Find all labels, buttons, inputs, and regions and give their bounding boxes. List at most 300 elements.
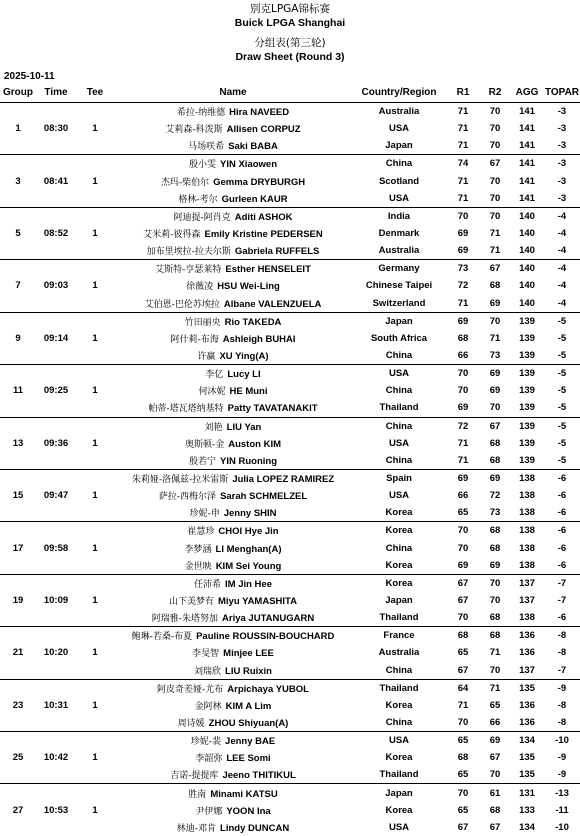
tee-number: 1 — [76, 732, 114, 784]
to-par: -6 — [557, 490, 567, 502]
to-par: -4 — [557, 280, 567, 292]
draw-date: 2025-10-11 — [4, 71, 55, 82]
subtitle-english: Draw Sheet (Round 3) — [235, 51, 345, 63]
player-name-chinese: 金阿林 — [194, 701, 222, 712]
player-name-english: Sarah SCHMELZEL — [220, 491, 308, 503]
col-header-r1: R1 — [446, 83, 480, 103]
to-par: -6 — [557, 542, 567, 554]
player-name-english: Jeeno THITIKUL — [222, 770, 296, 782]
to-par: -9 — [544, 679, 580, 697]
player-row — [0, 522, 580, 540]
player-name-english: Minjee LEE — [223, 648, 274, 660]
player-name-chinese: 帕蒂-塔瓦塔纳基特 — [148, 404, 224, 415]
tee-number: 1 — [76, 469, 114, 521]
round1-score: 66 — [457, 490, 469, 502]
to-par: -7 — [544, 574, 580, 592]
player-row — [0, 155, 580, 173]
player-name-english: ZHOU Shiyuan(A) — [208, 717, 289, 729]
to-par: -7 — [557, 664, 567, 676]
round1-score: 70 — [446, 522, 480, 540]
player-name — [114, 557, 352, 575]
tee-time: 10:20 — [36, 627, 76, 679]
round1-score: 64 — [446, 679, 480, 697]
player-name-english: Arpichaya YUBOL — [227, 683, 309, 695]
round1-score: 67 — [457, 664, 469, 676]
title-english: Buick LPGA Shanghai — [234, 17, 346, 29]
player-country: Japan — [352, 312, 446, 330]
player-country: China — [385, 385, 413, 397]
player-name-chinese: 艾斯特-亨瑟莱特 — [155, 265, 222, 276]
aggregate-score: 139 — [519, 385, 535, 397]
aggregate-score: 140 — [519, 245, 535, 257]
player-row — [0, 574, 580, 592]
player-name-chinese: 阿皮奇差娅-尤布 — [157, 684, 224, 695]
to-par: -5 — [544, 312, 580, 330]
player-name-english: Esther HENSELEIT — [225, 264, 311, 276]
tee-time: 10:09 — [36, 574, 76, 626]
tee-number: 1 — [76, 679, 114, 731]
player-name-chinese: 崔慧珍 — [187, 527, 215, 538]
player-name-chinese: 珍妮-申 — [189, 509, 220, 520]
player-name — [114, 173, 352, 190]
round1-score: 68 — [457, 332, 469, 344]
round1-score: 69 — [457, 559, 469, 571]
player-country: USA — [352, 732, 446, 750]
to-par: -6 — [557, 559, 567, 571]
player-name-chinese: 徐薇凌 — [186, 282, 214, 293]
round1-score: 69 — [457, 228, 469, 240]
player-name-chinese: 许赢 — [197, 352, 216, 363]
tee-time: 08:52 — [36, 207, 76, 259]
round1-score: 71 — [457, 175, 469, 187]
tee-time: 10:42 — [36, 732, 76, 784]
to-par: -11 — [555, 804, 569, 816]
round1-score: 65 — [457, 647, 469, 659]
aggregate-score: 139 — [519, 350, 535, 362]
round1-score: 71 — [457, 192, 469, 204]
round2-score: 70 — [480, 103, 510, 121]
to-par: -6 — [544, 469, 580, 487]
player-name — [114, 225, 352, 242]
to-par: -9 — [557, 769, 567, 781]
player-name-chinese: 李亿 — [205, 370, 224, 381]
player-name — [114, 137, 352, 155]
aggregate-score: 135 — [510, 679, 544, 697]
player-country: Australia — [352, 103, 446, 121]
player-country: Thailand — [379, 769, 419, 781]
player-country: India — [352, 207, 446, 225]
to-par: -4 — [557, 228, 567, 240]
round2-score: 70 — [489, 402, 501, 414]
player-name — [114, 120, 352, 137]
tee-number: 1 — [76, 627, 114, 679]
player-name-chinese: 山下美梦有 — [168, 597, 214, 607]
to-par: -3 — [544, 103, 580, 121]
player-name-english: Lindy DUNCAN — [220, 822, 290, 834]
player-country: Korea — [352, 574, 446, 592]
group-number: 3 — [0, 155, 36, 207]
tee-number: 1 — [76, 784, 114, 836]
to-par: -4 — [557, 245, 567, 257]
player-name-english: Julia LOPEZ RAMIREZ — [232, 474, 335, 486]
player-name-english: Pauline ROUSSIN-BOUCHARD — [196, 631, 335, 643]
player-name-english: Ariya JUTANUGARN — [222, 613, 315, 625]
round1-score: 66 — [457, 350, 469, 362]
col-header-tee: Tee — [76, 83, 114, 103]
to-par: -3 — [557, 123, 567, 135]
player-name-chinese: 格林-考尔 — [178, 194, 218, 205]
player-name-english: LIU Ruixin — [225, 665, 272, 677]
to-par: -3 — [557, 140, 567, 152]
tee-time: 09:47 — [36, 469, 76, 521]
to-par: -9 — [557, 752, 567, 764]
aggregate-score: 137 — [519, 595, 535, 606]
player-name — [114, 802, 352, 819]
group-number: 21 — [0, 627, 36, 679]
player-row — [0, 732, 580, 750]
player-name — [114, 155, 352, 173]
player-name-chinese: 殷若宁 — [188, 456, 216, 467]
to-par: -4 — [544, 260, 580, 278]
aggregate-score: 136 — [519, 647, 535, 659]
player-name — [114, 190, 352, 208]
player-name-english: Jenny BAE — [225, 736, 276, 748]
player-name-english: Emily Kristine PEDERSEN — [204, 229, 323, 241]
player-name-english: KIM Sei Young — [215, 560, 282, 572]
to-par: -10 — [555, 821, 569, 833]
to-par: -5 — [557, 332, 567, 344]
round2-score: 67 — [489, 821, 501, 833]
player-country: France — [352, 627, 446, 645]
round2-score: 61 — [480, 784, 510, 802]
player-name-english: IM Jin Hee — [225, 578, 272, 590]
round2-score: 71 — [489, 228, 501, 240]
to-par: -6 — [557, 612, 567, 624]
player-name-chinese: 加布里埃拉-拉夫尔斯 — [146, 247, 231, 258]
aggregate-score: 141 — [519, 140, 535, 152]
player-name — [114, 312, 352, 330]
player-name-english: LIU Yan — [226, 421, 262, 433]
group-number: 27 — [0, 784, 36, 836]
player-name-english: Rio TAKEDA — [224, 316, 282, 328]
to-par: -5 — [557, 454, 567, 466]
player-country: Japan — [385, 140, 413, 152]
player-name-chinese: 周诗媛 — [177, 718, 205, 729]
player-name — [114, 277, 352, 294]
player-name-chinese: 奥斯顿-金 — [184, 439, 225, 450]
draw-sheet-table — [0, 83, 580, 836]
player-country: Korea — [352, 522, 446, 540]
group-number: 15 — [0, 469, 36, 521]
aggregate-score: 140 — [519, 297, 535, 309]
tee-number: 1 — [76, 207, 114, 259]
player-country: Korea — [385, 699, 413, 711]
col-header-time: Time — [36, 83, 76, 103]
player-row — [0, 103, 580, 121]
round1-score: 70 — [457, 385, 469, 397]
player-name — [114, 487, 352, 504]
player-name — [114, 103, 352, 121]
group-number: 9 — [0, 312, 36, 364]
player-name-chinese: 杰玛-柴伯尔 — [160, 177, 210, 188]
player-row — [0, 365, 580, 383]
player-name-english: Patty TAVATANAKIT — [227, 403, 318, 415]
player-name-chinese: 艾莉森-科泼斯 — [165, 125, 223, 136]
player-name — [114, 469, 352, 487]
round2-score: 70 — [489, 192, 501, 204]
round1-score: 65 — [457, 507, 469, 519]
player-name — [114, 540, 352, 557]
player-name-chinese: 艾米莉-彼得森 — [143, 230, 201, 241]
round2-score: 68 — [489, 612, 501, 624]
round2-score: 70 — [480, 574, 510, 592]
to-par: -5 — [557, 385, 567, 397]
player-name-chinese: 阿什莉-布海 — [170, 334, 219, 345]
player-row — [0, 469, 580, 487]
round2-score: 66 — [489, 716, 501, 728]
player-country: South Africa — [370, 332, 428, 344]
round1-score: 67 — [446, 574, 480, 592]
aggregate-score: 134 — [519, 821, 535, 833]
to-par: -8 — [557, 647, 567, 659]
player-country: USA — [388, 437, 410, 449]
player-country: Thailand — [379, 612, 419, 624]
player-name — [114, 679, 352, 697]
player-name-english: YIN Xiaowen — [220, 159, 278, 171]
player-name — [114, 766, 352, 784]
round1-score: 65 — [457, 769, 469, 781]
player-name-chinese: 金世映 — [184, 561, 212, 572]
aggregate-score: 131 — [510, 784, 544, 802]
player-name — [114, 609, 352, 627]
tee-number: 1 — [76, 103, 114, 155]
player-row — [0, 312, 580, 330]
player-name-chinese: 李旻智 — [192, 649, 220, 660]
col-header-name: Name — [114, 83, 352, 103]
player-name-english: Miyu YAMASHITA — [218, 596, 298, 607]
player-row — [0, 417, 580, 435]
round2-score: 69 — [489, 385, 501, 397]
player-name-english: LEE Somi — [226, 753, 271, 765]
aggregate-score: 135 — [519, 752, 535, 764]
player-name-english: Gabriela RUFFELS — [234, 246, 320, 258]
round2-score: 67 — [489, 752, 501, 764]
aggregate-score: 137 — [510, 574, 544, 592]
aggregate-score: 141 — [510, 103, 544, 121]
group-number: 13 — [0, 417, 36, 469]
player-country: Korea — [385, 804, 413, 816]
round1-score: 71 — [446, 103, 480, 121]
tee-number: 1 — [76, 260, 114, 312]
group-number: 23 — [0, 679, 36, 731]
tee-time: 09:03 — [36, 260, 76, 312]
round2-score: 70 — [489, 664, 501, 676]
player-name-english: Gemma DRYBURGH — [213, 176, 306, 188]
tee-number: 1 — [76, 312, 114, 364]
player-name-chinese: 刘艳 — [204, 422, 223, 433]
round2-score: 70 — [489, 595, 501, 606]
round1-score: 71 — [457, 140, 469, 152]
player-country: Thailand — [352, 679, 446, 697]
round1-score: 70 — [457, 542, 469, 554]
aggregate-score: 140 — [519, 228, 535, 240]
to-par: -4 — [557, 297, 567, 309]
round1-score: 70 — [446, 784, 480, 802]
tee-time: 09:14 — [36, 312, 76, 364]
round1-score: 70 — [446, 365, 480, 383]
round1-score: 69 — [457, 245, 469, 257]
aggregate-score: 136 — [510, 627, 544, 645]
tee-time: 08:30 — [36, 103, 76, 155]
player-name — [114, 382, 352, 399]
round1-score: 74 — [446, 155, 480, 173]
player-name-chinese: 吉诺-提提库 — [170, 771, 219, 782]
round1-score: 68 — [446, 627, 480, 645]
player-name — [114, 574, 352, 592]
round2-score: 73 — [489, 507, 501, 519]
round1-score: 71 — [457, 699, 469, 711]
player-country: China — [385, 542, 413, 554]
round2-score: 71 — [489, 647, 501, 659]
aggregate-score: 139 — [519, 454, 535, 466]
player-name-chinese: 林迪-邓肯 — [176, 823, 217, 834]
player-name-english: XU Ying(A) — [219, 351, 269, 363]
round2-score: 69 — [489, 297, 501, 309]
round2-score: 68 — [489, 454, 501, 466]
player-name — [114, 399, 352, 417]
aggregate-score: 141 — [519, 175, 535, 187]
player-name-chinese: 鲍琳-若桑-布夏 — [131, 632, 193, 643]
round2-score: 72 — [489, 490, 501, 502]
aggregate-score: 139 — [519, 332, 535, 344]
player-row — [0, 260, 580, 278]
group-number: 17 — [0, 522, 36, 574]
player-name — [114, 644, 352, 661]
player-country: USA — [352, 365, 446, 383]
player-name-english: HSU Wei-Ling — [217, 281, 280, 293]
group-number: 7 — [0, 260, 36, 312]
to-par: -4 — [544, 207, 580, 225]
tee-time: 09:36 — [36, 417, 76, 469]
player-name-english: HE Muni — [229, 386, 268, 398]
player-country: China — [385, 454, 413, 466]
round1-score: 65 — [457, 804, 469, 816]
to-par: -3 — [544, 155, 580, 173]
round2-score: 67 — [480, 260, 510, 278]
aggregate-score: 139 — [510, 365, 544, 383]
aggregate-score: 139 — [519, 437, 535, 449]
player-name-english: Aditi ASHOK — [234, 211, 293, 223]
player-name — [114, 819, 352, 836]
player-name — [114, 242, 352, 260]
player-name-english: YOON Ina — [226, 805, 271, 817]
group-number: 11 — [0, 365, 36, 417]
aggregate-score: 138 — [519, 542, 535, 554]
player-name — [114, 504, 352, 522]
aggregate-score: 138 — [510, 469, 544, 487]
player-name-chinese: 阿迪提-阿肖克 — [173, 212, 231, 223]
round1-score: 70 — [457, 612, 469, 624]
player-country: Korea — [385, 559, 413, 571]
player-name — [114, 330, 352, 347]
player-country: China — [385, 716, 413, 728]
player-name-english: Auston KIM — [228, 438, 282, 450]
to-par: -5 — [557, 437, 567, 449]
col-header-group: Group — [0, 83, 36, 103]
round2-score: 69 — [480, 469, 510, 487]
round1-score: 71 — [457, 437, 469, 449]
player-name-english: Ashleigh BUHAI — [222, 333, 296, 345]
tee-number: 1 — [76, 365, 114, 417]
round2-score: 71 — [489, 245, 501, 257]
player-name — [114, 714, 352, 732]
player-name — [114, 627, 352, 645]
player-name-chinese: 李韶弥 — [195, 754, 223, 765]
round1-score: 69 — [446, 469, 480, 487]
tee-time: 10:31 — [36, 679, 76, 731]
player-name-english: Jenny SHIN — [223, 508, 277, 520]
player-row — [0, 784, 580, 802]
player-country: USA — [388, 192, 410, 204]
player-country: Japan — [385, 595, 413, 606]
round2-score: 68 — [489, 804, 501, 816]
to-par: -13 — [544, 784, 580, 802]
player-country: Scotland — [378, 175, 420, 187]
player-name-english: CHOI Hye Jin — [218, 526, 279, 538]
round1-score: 68 — [457, 752, 469, 764]
title-chinese: 别克LPGA锦标赛 — [249, 3, 330, 15]
round1-score: 72 — [457, 280, 469, 292]
aggregate-score: 134 — [510, 732, 544, 750]
aggregate-score: 138 — [519, 559, 535, 571]
tee-number: 1 — [76, 574, 114, 626]
round2-score: 73 — [489, 350, 501, 362]
player-name-chinese: 任沛希 — [193, 579, 221, 590]
player-name-english: Albane VALENZUELA — [223, 298, 322, 310]
player-name — [114, 452, 352, 470]
player-country: China — [352, 417, 446, 435]
round2-score: 67 — [480, 155, 510, 173]
player-country: Switzerland — [372, 297, 426, 309]
col-header-topar: TOPAR — [544, 83, 580, 103]
player-name — [114, 207, 352, 225]
aggregate-score: 138 — [510, 522, 544, 540]
round1-score: 70 — [446, 207, 480, 225]
player-name-english: Saki BABA — [228, 141, 278, 153]
group-number: 25 — [0, 732, 36, 784]
player-name-chinese: 艾伯恩-巴伦苏埃拉 — [144, 299, 220, 310]
aggregate-score: 139 — [510, 417, 544, 435]
player-country: USA — [388, 821, 410, 833]
player-country: USA — [388, 490, 410, 502]
player-country: Thailand — [379, 402, 419, 414]
tee-time: 09:25 — [36, 365, 76, 417]
col-header-agg: AGG — [510, 83, 544, 103]
player-name-english: LI Menghan(A) — [215, 543, 282, 555]
tee-time: 09:58 — [36, 522, 76, 574]
round1-score: 69 — [446, 312, 480, 330]
player-country: Japan — [352, 784, 446, 802]
player-name-english: Lucy LI — [227, 369, 261, 381]
player-name — [114, 662, 352, 680]
to-par: -8 — [557, 699, 567, 711]
player-row — [0, 207, 580, 225]
aggregate-score: 138 — [519, 507, 535, 519]
round2-score: 69 — [480, 365, 510, 383]
round1-score: 71 — [457, 454, 469, 466]
player-name-chinese: 尹伊娜 — [195, 806, 223, 817]
to-par: -5 — [557, 350, 567, 362]
